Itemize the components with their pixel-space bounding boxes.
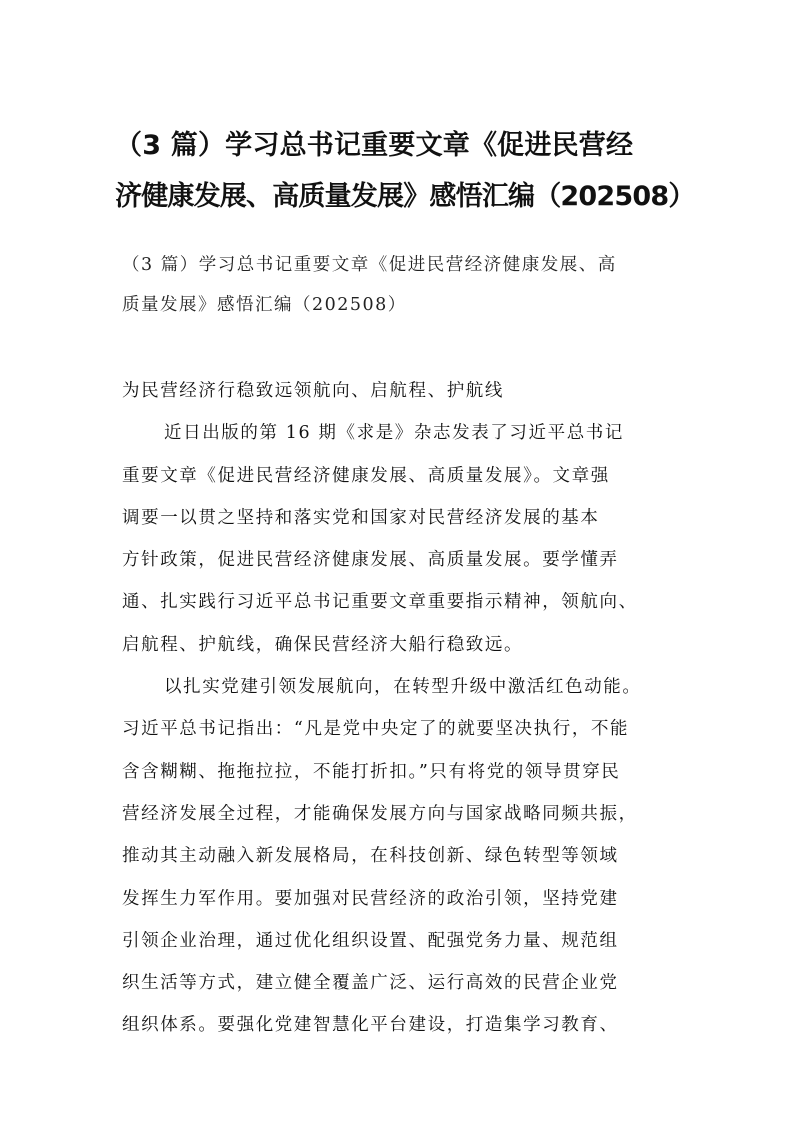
paragraph-line: 通、扎实践行习近平总书记重要文章重要指示精神，领航向、 xyxy=(122,592,638,613)
paragraph-line: 含含糊糊、拖拖拉拉，不能打折扣。”只有将党的领导贯穿民 xyxy=(122,761,621,782)
paragraph-line: 习近平总书记指出：“凡是党中央定了的就要坚决执行，不能 xyxy=(122,719,630,740)
paragraph-line: 营经济发展全过程，才能确保发展方向与国家战略同频共振， xyxy=(122,803,638,824)
paragraph-line: 发挥生力军作用。要加强对民营经济的政治引领，坚持党建 xyxy=(122,888,619,909)
paragraph-line: 组织体系。要强化党建智慧化平台建设，打造集学习教育、 xyxy=(122,1015,619,1036)
paragraph-line: 推动其主动融入新发展格局，在科技创新、绿色转型等领域 xyxy=(122,846,619,867)
paragraph-line: 重要文章《促进民营经济健康发展、高质量发展》。文章强 xyxy=(122,465,610,486)
paragraph-line: 引领企业治理，通过优化组织设置、配强党务力量、规范组 xyxy=(122,930,619,951)
subtitle-line: （3 篇）学习总书记重要文章《促进民营经济健康发展、高 xyxy=(122,255,617,275)
section-heading: 为民营经济行稳致远领航向、启航程、护航线 xyxy=(122,381,504,401)
paragraph-line: 近日出版的第 16 期《求是》杂志发表了习近平总书记 xyxy=(164,423,624,444)
document-subtitle xyxy=(122,245,682,325)
paragraph-line: 以扎实党建引领发展航向，在转型升级中激活红色动能。 xyxy=(164,677,642,698)
document-title xyxy=(115,120,695,222)
paragraph-line: 调要一以贯之坚持和落实党和国家对民营经济发展的基本 xyxy=(122,507,600,528)
paragraph-line: 方针政策，促进民营经济健康发展、高质量发展。要学懂弄 xyxy=(122,550,619,571)
paragraph-line: 织生活等方式，建立健全覆盖广泛、运行高效的民营企业党 xyxy=(122,973,619,994)
title-line: 济健康发展、高质量发展》感悟汇编（202508） xyxy=(115,181,695,212)
paragraph-line: 启航程、护航线，确保民营经济大船行稳致远。 xyxy=(122,634,524,655)
title-line: （3 篇）学习总书记重要文章《促进民营经 xyxy=(115,130,634,161)
subtitle-line: 质量发展》感悟汇编（202508） xyxy=(122,295,407,315)
document-body xyxy=(122,370,682,1047)
